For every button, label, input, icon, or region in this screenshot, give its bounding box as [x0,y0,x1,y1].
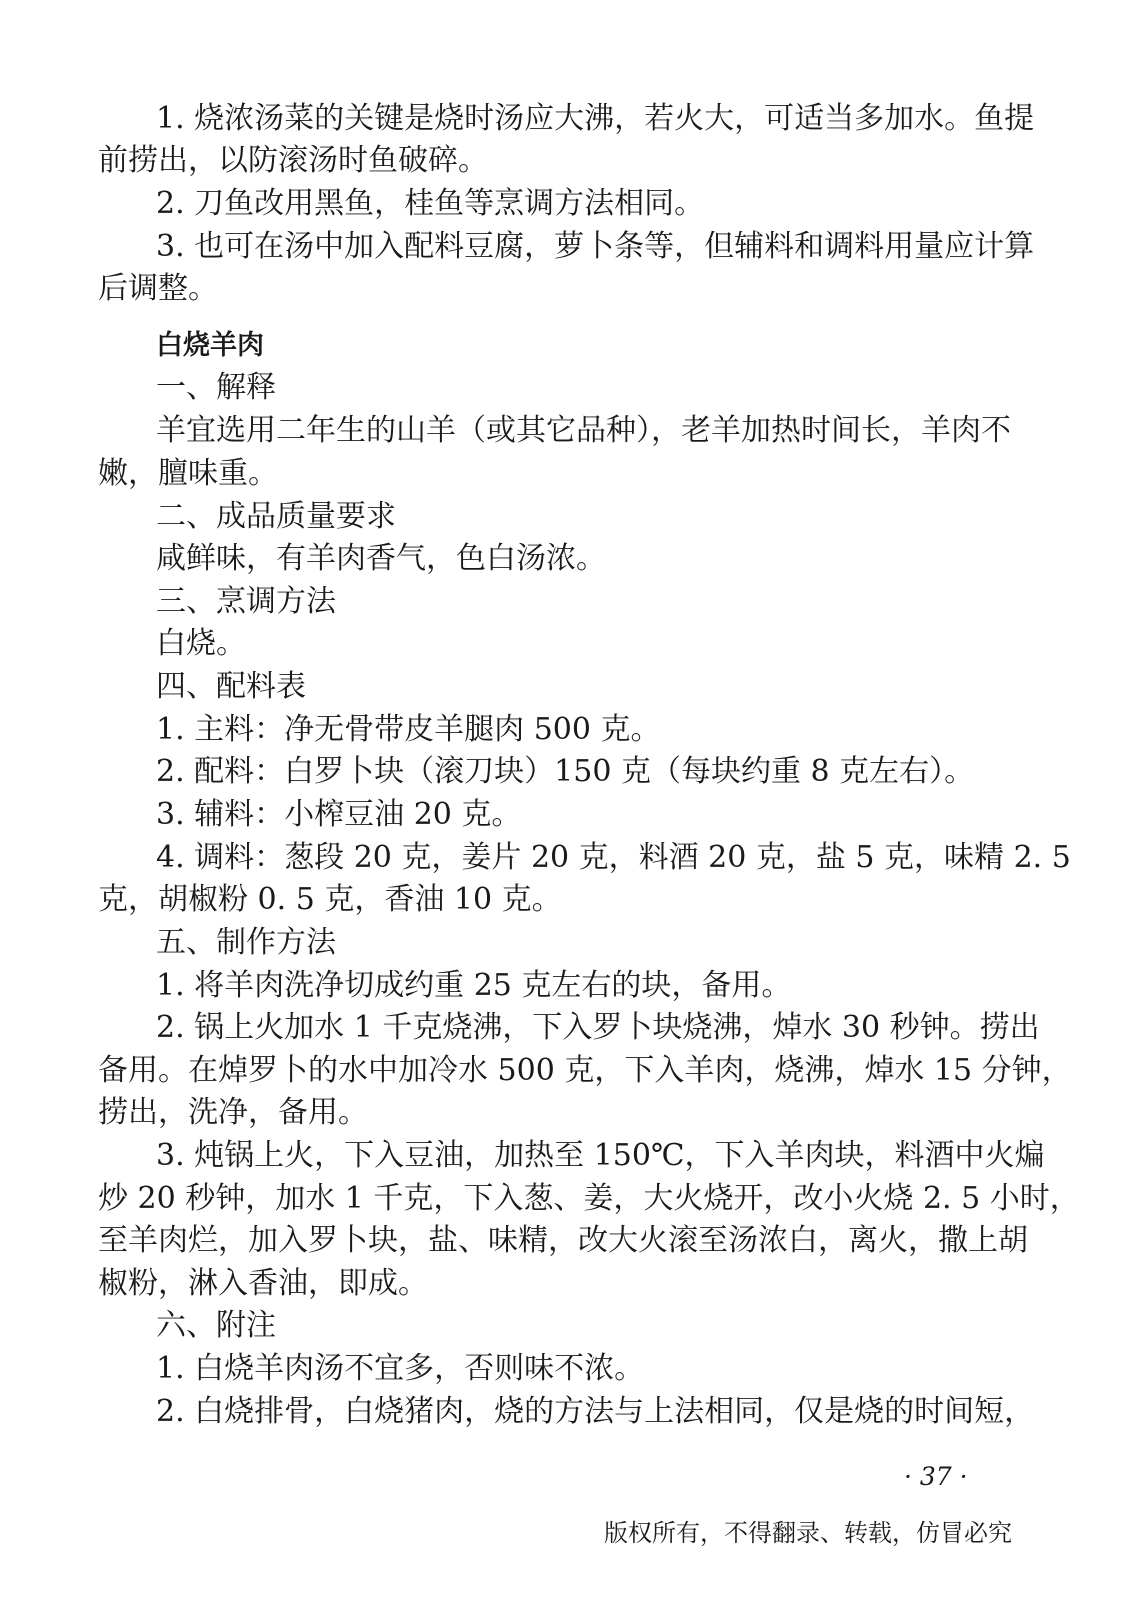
ingredient-main: 1. 主料：净无骨带皮羊腿肉 500 克。 [156,712,661,747]
section-heading-ingredients: 四、配料表 [156,669,306,704]
step-3: 3. 炖锅上火，下入豆油，加热至 150℃，下入羊肉块，料酒中火煸 [156,1138,1045,1173]
step-3-cont-2: 至羊肉烂，加入罗卜块，盐、味精，改大火滚至汤浓白，离火，撒上胡 [98,1223,1028,1258]
recipe-title: 白烧羊肉 [156,330,264,361]
explanation-text-cont: 嫩，膻味重。 [98,456,278,491]
ingredient-seasoning: 4. 调料：葱段 20 克，姜片 20 克，料酒 20 克，盐 5 克，味精 2. 5 [156,840,1071,875]
section-heading-quality: 二、成品质量要求 [156,499,396,534]
quality-text: 咸鲜味，有羊肉香气，色白汤浓。 [156,541,606,576]
section-heading-steps: 五、制作方法 [156,925,336,960]
note-item-1-cont: 前捞出，以防滚汤时鱼破碎。 [98,143,488,178]
step-3-cont: 炒 20 秒钟，加水 1 千克，下入葱、姜，大火烧开，改小火烧 2. 5 小时， [98,1181,1080,1216]
step-2-cont: 备用。在焯罗卜的水中加冷水 500 克，下入羊肉，烧沸，焯水 15 分钟， [98,1053,1072,1088]
step-1: 1. 将羊肉洗净切成约重 25 克左右的块，备用。 [156,968,792,1003]
section-heading-method: 三、烹调方法 [156,584,336,619]
note-2: 2. 白烧排骨，白烧猪肉，烧的方法与上法相同，仅是烧的时间短， [156,1394,1035,1429]
note-item-2: 2. 刀鱼改用黑鱼，桂鱼等烹调方法相同。 [156,186,705,221]
section-heading-explanation: 一、解释 [156,370,276,405]
note-item-3: 3. 也可在汤中加入配料豆腐，萝卜条等，但辅料和调料用量应计算 [156,229,1035,264]
step-2: 2. 锅上火加水 1 千克烧沸，下入罗卜块烧沸，焯水 30 秒钟。捞出 [156,1010,1040,1045]
note-item-1: 1. 烧浓汤菜的关键是烧时汤应大沸，若火大，可适当多加水。鱼提 [156,101,1035,136]
note-item-3-cont: 后调整。 [98,271,218,306]
ingredient-auxiliary: 3. 辅料：小榨豆油 20 克。 [156,797,522,832]
explanation-text: 羊宜选用二年生的山羊（或其它品种），老羊加热时间长，羊肉不 [156,413,1011,448]
page-number: · 37 · [904,1462,968,1491]
ingredient-seasoning-cont: 克，胡椒粉 0. 5 克，香油 10 克。 [98,882,562,917]
method-text: 白烧。 [156,626,246,661]
copyright-footer: 版权所有，不得翻录、转载，仿冒必究 [604,1519,1012,1547]
section-heading-notes: 六、附注 [156,1308,276,1343]
step-3-cont-3: 椒粉，淋入香油，即成。 [98,1266,428,1301]
step-2-cont-2: 捞出，洗净，备用。 [98,1095,368,1130]
note-1: 1. 白烧羊肉汤不宜多，否则味不浓。 [156,1351,645,1386]
ingredient-secondary: 2. 配料：白罗卜块（滚刀块）150 克（每块约重 8 克左右）。 [156,754,975,789]
